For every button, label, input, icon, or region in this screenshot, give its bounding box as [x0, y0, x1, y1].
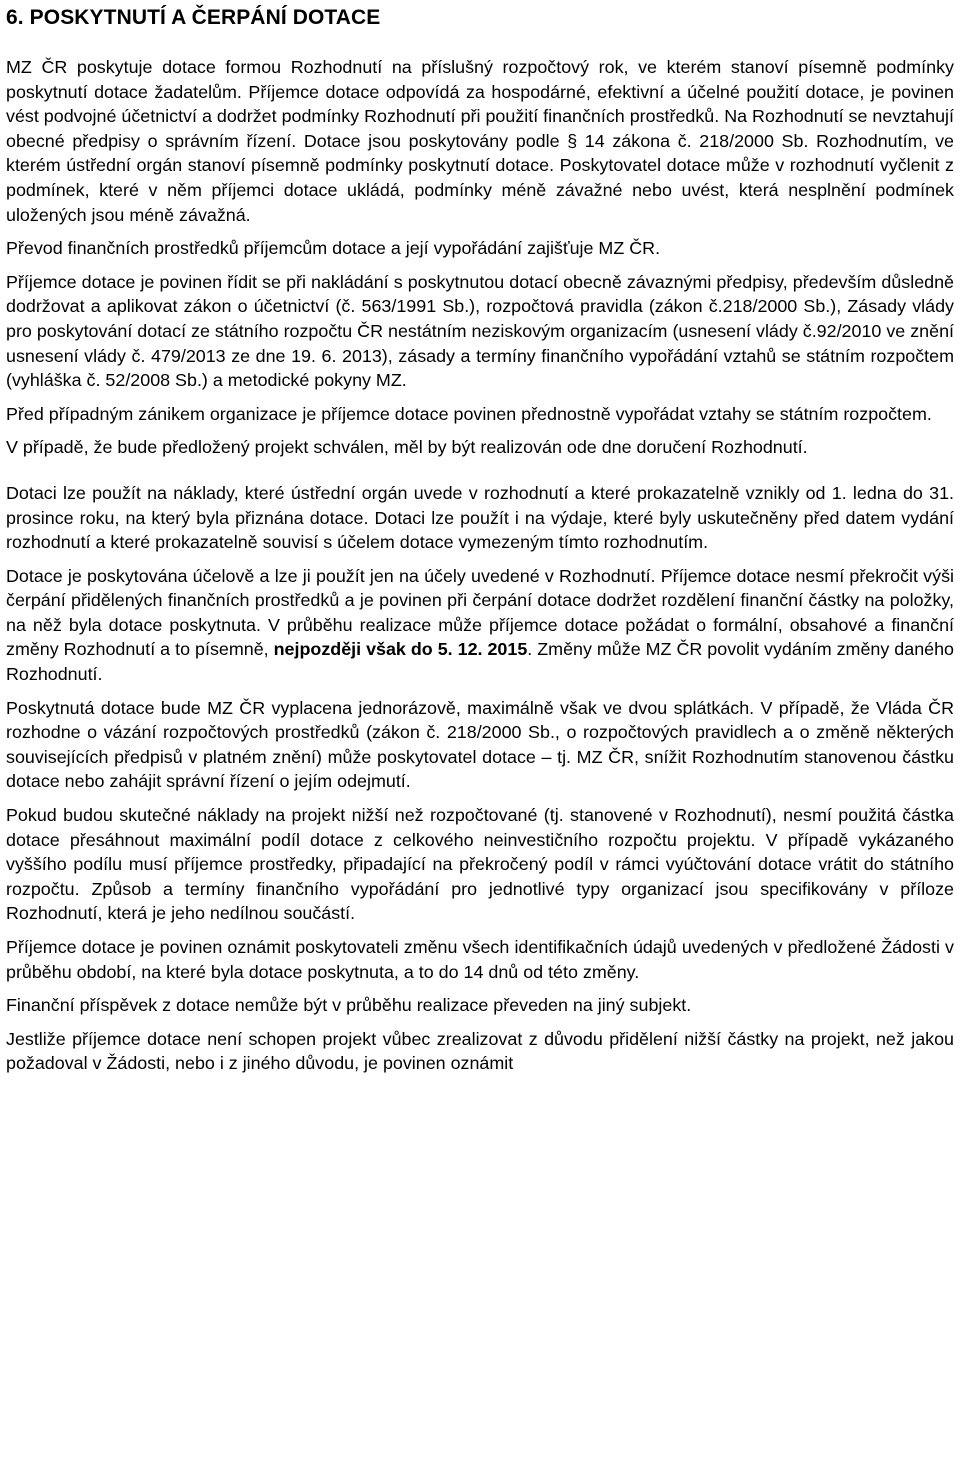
paragraph-text: Převod finančních prostředků příjemcům dotace a její vypořádání zajišťuje MZ ČR.	[6, 238, 661, 259]
paragraph-payment	[6, 696, 954, 794]
paragraph-no-transfer	[6, 993, 954, 1018]
paragraph-funds-transfer	[6, 236, 954, 261]
paragraph-text: Příjemce dotace je povinen oznámit poskytovateli změnu všech identifikačních údajů uvedených v předložené Žádosti v průběhu období, na které byla dotace poskytnuta, a to do 14 dnů od této změny.	[6, 937, 954, 982]
paragraph-identification-changes	[6, 935, 954, 984]
paragraph-dissolution	[6, 402, 954, 427]
paragraph-purpose-use	[6, 564, 954, 687]
paragraph-text: Před případným zánikem organizace je příjemce dotace povinen přednostně vypořádat vztahy se státním rozpočtem.	[6, 403, 932, 424]
paragraph-inability-to-realize	[6, 1027, 954, 1076]
section-heading: 6. POSKYTNUTÍ A ČERPÁNÍ DOTACE	[6, 6, 381, 29]
paragraph-text: Příjemce dotace je povinen řídit se při nakládání s poskytnutou dotací obecně závaznými předpisy, především důsledně dodržovat a aplikovat zákon o účetnictví (č. 563/1991 Sb.), rozpočtová pravidla (zákon č.218/2000 Sb.), Zásady vlády pro poskytování dotací ze státního rozpočtu ČR nestátním neziskovým organizacím (usnesení vlády č.92/2010 ve znění usnesení vlády č. 479/2013 ze dne 19. 6. 2013), zásady a termíny finančního vypořádání vztahů se státním rozpočtem (vyhláška č. 52/2008 Sb.) a metodické pokyny MZ.	[6, 271, 954, 391]
paragraph-lower-costs	[6, 803, 954, 926]
paragraph-text: V případě, že bude předložený projekt schválen, měl by být realizován ode dne doručení Rozhodnutí.	[6, 437, 808, 458]
paragraph-text: . Změny může MZ ČR povolit vydáním změny daného Rozhodnutí.	[6, 639, 954, 685]
paragraph-project-approval	[6, 435, 954, 460]
paragraph-text: Dotaci lze použít na náklady, které ústřední orgán uvede v rozhodnutí a které prokazatelně vznikly od 1. ledna do 31. prosince roku, na který byla přiznána dotace. Dotaci lze použít i na výdaje, které byly uskutečněny před datem vydání rozhodnutí a které prokazatelně souvisí s účelem dotace vymezeným tímto rozhodnutím.	[6, 482, 954, 553]
paragraph-eligible-costs	[6, 481, 954, 555]
deadline-emphasis: nejpozději však do 5. 12. 2015	[273, 639, 528, 660]
document-page	[6, 0, 954, 1076]
paragraph-text: Pokud budou skutečné náklady na projekt nižší než rozpočtované (tj. stanovené v Rozhodnutí), nesmí použitá částka dotace přesáhnout maximální podíl dotace z celkového neinvestičního rozpočtu projektu. V případě vykázaného vyššího podílu musí příjemce prostředky, připadající na překročený podíl v rámci vyúčtování dotace vrátit do státního rozpočtu. Způsob a termíny finančního vypořádání pro jednotlivé typy organizací jsou specifikovány v příloze Rozhodnutí, která je jeho nedílnou součástí.	[6, 805, 954, 924]
paragraph-grant-provision	[6, 55, 954, 227]
paragraph-text: Finanční příspěvek z dotace nemůže být v průběhu realizace převeden na jiný subjekt.	[6, 995, 692, 1016]
paragraph-text: Poskytnutá dotace bude MZ ČR vyplacena jednorázově, maximálně však ve dvou splátkách. V případě, že Vláda ČR rozhodne o vázání rozpočtových prostředků (zákon č. 218/2000 Sb., o rozpočtových pravidlech a o změně některých souvisejících předpisů v platném znění) může poskytovatel dotace – tj. MZ ČR, snížit Rozhodnutím stanovenou částku dotace nebo zahájit správní řízení o jejím odejmutí.	[6, 697, 954, 792]
paragraph-text: Jestliže příjemce dotace není schopen projekt vůbec zrealizovat z důvodu přidělení nižší částky na projekt, než jakou požadoval v Žádosti, nebo i z jiného důvodu, je povinen oznámit	[6, 1028, 954, 1074]
paragraph-legal-obligations	[6, 270, 954, 393]
paragraph-text: Dotace je poskytována účelově a lze ji použít jen na účely uvedené v Rozhodnutí. Příjemce dotace nesmí překročit výši čerpání přidělených finančních prostředků a je povinen při čerpání dotace dodržet rozdělení finanční částky na položky, na něž byla dotace poskytnuta. V průběhu realizace může příjemce dotace požádat o formální, obsahové a finanční změny Rozhodnutí a to písemně,	[6, 565, 954, 660]
paragraph-text: MZ ČR poskytuje dotace formou Rozhodnutí na příslušný rozpočtový rok, ve kterém stanoví písemně podmínky poskytnutí dotace žadatelům. Příjemce dotace odpovídá za hospodárné, efektivní a účelné použití dotace, je povinen vést podvojné účetnictví a dodržet podmínky Rozhodnutí při použití finančních prostředků. Na Rozhodnutí se nevztahují obecné předpisy o správním řízení. Dotace jsou poskytovány podle § 14 zákona č. 218/2000 Sb. Rozhodnutím, ve kterém ústřední orgán stanoví písemně podmínky poskytnutí dotace. Poskytovatel dotace může v rozhodnutí vyčlenit z podmínek, které v něm příjemci dotace ukládá, podmínky méně závažné nebo uvést, která nesplnění podmínek uložených jsou méně závažná.	[6, 57, 954, 225]
